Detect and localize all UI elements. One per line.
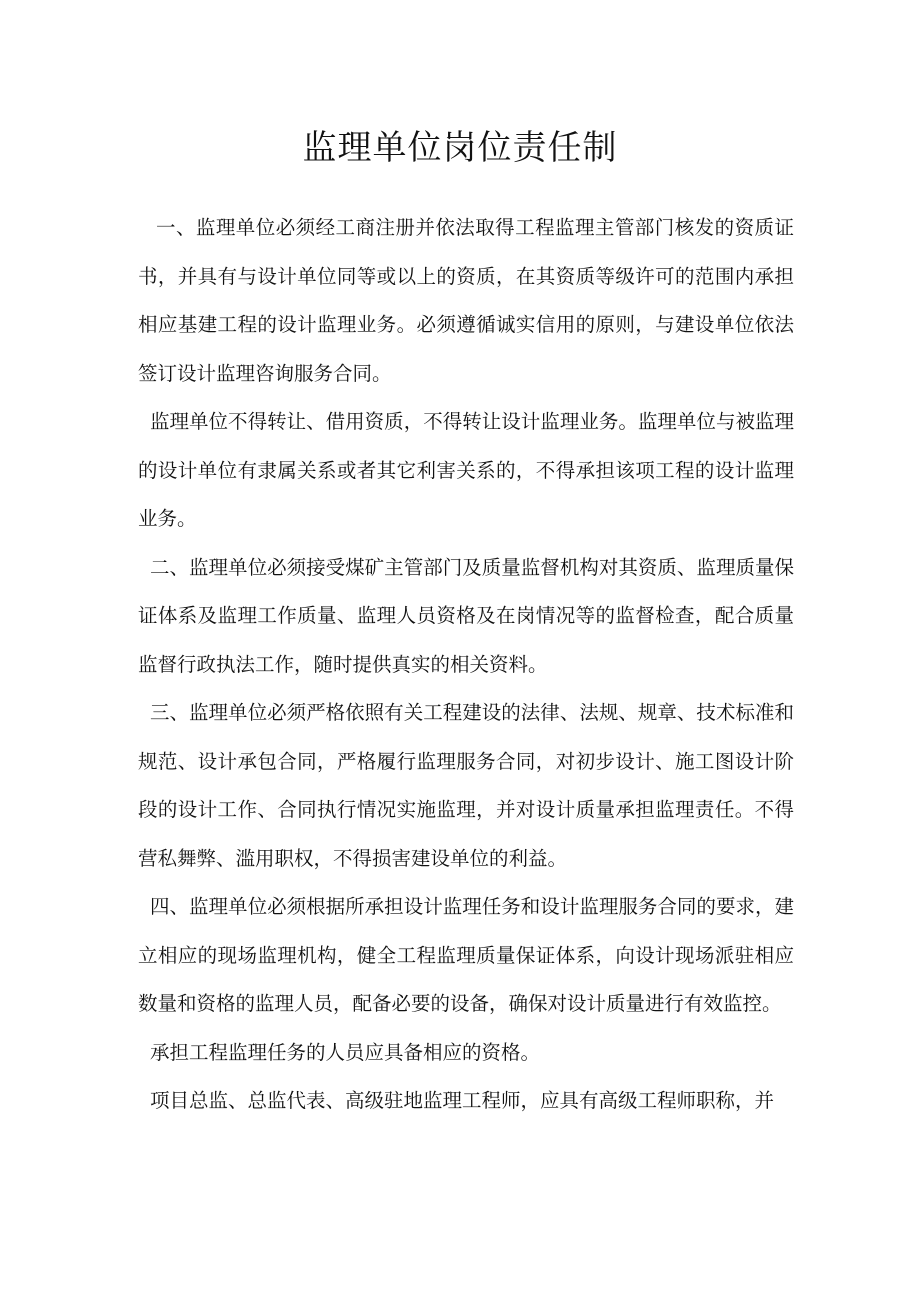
paragraph-7: 项目总监、总监代表、高级驻地监理工程师，应具有高级工程师职称，并: [150, 1089, 775, 1112]
paragraph-2: 监理单位不得转让、借用资质，不得转让设计监理业务。监理单位与被监理的设计单位有隶属关系或者其它利害关系的，不得承担该项工程的设计监理业务。: [138, 410, 794, 530]
document-body: [138, 204, 794, 1126]
document-title: 监理单位岗位责任制: [302, 128, 618, 168]
paragraph-4: 三、监理单位必须严格依照有关工程建设的法律、法规、规章、技术标准和规范、设计承包合同，严格履行监理服务合同，对初步设计、施工图设计阶段的设计工作、合同执行情况实施监理，并对设计质量承担监理责任。不得营私舞弊、滥用职权，不得损害建设单位的利益。: [138, 701, 794, 870]
paragraph-6: 承担工程监理任务的人员应具备相应的资格。: [150, 1040, 541, 1064]
paragraph-5: 四、监理单位必须根据所承担设计监理任务和设计监理服务合同的要求，建立相应的现场监理机构，健全工程监理质量保证体系，向设计现场派驻相应数量和资格的监理人员，配备必要的设备，确保对设计质量进行有效监控。: [138, 895, 794, 1015]
paragraph-3: 二、监理单位必须接受煤矿主管部门及质量监督机构对其资质、监理质量保证体系及监理工作质量、监理人员资格及在岗情况等的监督检查，配合质量监督行政执法工作，随时提供真实的相关资料。: [138, 555, 794, 676]
paragraph-1: 一、监理单位必须经工商注册并依法取得工程监理主管部门核发的资质证书，并具有与设计单位同等或以上的资质，在其资质等级许可的范围内承担相应基建工程的设计监理业务。必须遵循诚实信用的原则，与建设单位依法签订设计监理咨询服务合同。: [138, 216, 794, 385]
